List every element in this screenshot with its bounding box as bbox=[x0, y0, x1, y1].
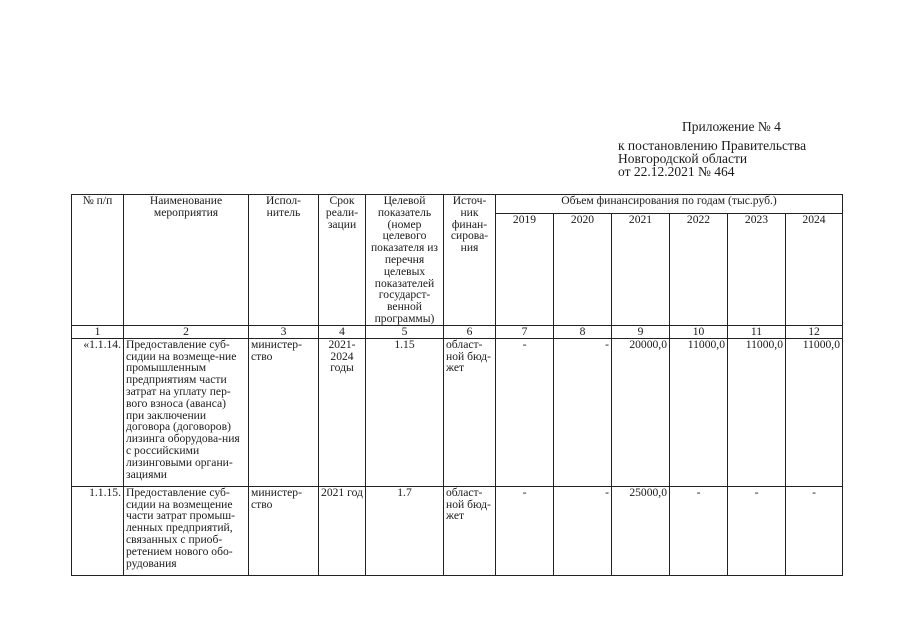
appendix-line-3: от 22.12.2021 № 464 bbox=[618, 164, 735, 179]
row-name: Предоставление суб-сидии на возмещение части затрат промыш-ленных предприятий, связанных с приоб-ретением нового обо-рудования bbox=[124, 486, 249, 575]
row-value: 11000,0 bbox=[728, 338, 786, 486]
table-row bbox=[72, 338, 843, 486]
header-source: Источ-ник финан-сирова-ния bbox=[444, 195, 496, 326]
row-value: 11000,0 bbox=[786, 338, 843, 486]
header-num: № п/п bbox=[72, 195, 124, 326]
header-target: Целевой показатель (номер целевого показателя из перечня целевых показателей государст-венной программы) bbox=[366, 195, 444, 326]
column-number: 3 bbox=[249, 325, 319, 338]
header-year: 2019 bbox=[496, 214, 554, 326]
header-funding: Объем финансирования по годам (тыс.руб.) bbox=[496, 195, 843, 214]
appendix-title: Приложение № 4 bbox=[682, 119, 781, 134]
row-num: «1.1.14. bbox=[72, 338, 124, 486]
row-value: - bbox=[554, 486, 612, 575]
row-source: област-ной бюд-жет bbox=[444, 338, 496, 486]
header-executor: Испол-нитель bbox=[249, 195, 319, 326]
row-value: 25000,0 bbox=[612, 486, 670, 575]
row-executor: министер-ство bbox=[249, 338, 319, 486]
row-term: 2021-2024 годы bbox=[319, 338, 366, 486]
column-number: 10 bbox=[670, 325, 728, 338]
column-number: 9 bbox=[612, 325, 670, 338]
column-number: 7 bbox=[496, 325, 554, 338]
header-name: Наименование мероприятия bbox=[124, 195, 249, 326]
row-target: 1.15 bbox=[366, 338, 444, 486]
column-number: 2 bbox=[124, 325, 249, 338]
row-value: - bbox=[496, 486, 554, 575]
row-value: - bbox=[554, 338, 612, 486]
column-number-row bbox=[72, 325, 843, 338]
appendix-block bbox=[618, 120, 888, 178]
column-number: 6 bbox=[444, 325, 496, 338]
row-value: - bbox=[496, 338, 554, 486]
table-row bbox=[72, 486, 843, 575]
header-term: Срок реали-зации bbox=[319, 195, 366, 326]
funding-table bbox=[71, 194, 843, 576]
row-value: - bbox=[670, 486, 728, 575]
row-value: - bbox=[728, 486, 786, 575]
row-num: 1.1.15. bbox=[72, 486, 124, 575]
row-value: - bbox=[786, 486, 843, 575]
column-number: 5 bbox=[366, 325, 444, 338]
row-name: Предоставление суб-сидии на возмеще-ние промышленным предприятиям части затрат на уплату пер-вого взноса (аванса) при заключении договора (договоров) лизинга оборудова-ния с российскими лизинговыми органи-зациями bbox=[124, 338, 249, 486]
header-year: 2023 bbox=[728, 214, 786, 326]
row-term: 2021 год bbox=[319, 486, 366, 575]
column-number: 11 bbox=[728, 325, 786, 338]
column-number: 4 bbox=[319, 325, 366, 338]
appendix-line-1: к постановлению Правительства bbox=[618, 138, 807, 153]
column-number: 8 bbox=[554, 325, 612, 338]
row-value: 11000,0 bbox=[670, 338, 728, 486]
column-number: 12 bbox=[786, 325, 843, 338]
header-year: 2021 bbox=[612, 214, 670, 326]
column-number: 1 bbox=[72, 325, 124, 338]
row-value: 20000,0 bbox=[612, 338, 670, 486]
header-year: 2024 bbox=[786, 214, 843, 326]
row-target: 1.7 bbox=[366, 486, 444, 575]
row-executor: министер-ство bbox=[249, 486, 319, 575]
header-year: 2022 bbox=[670, 214, 728, 326]
header-row bbox=[72, 195, 843, 214]
appendix-line-2: Новгородской области bbox=[618, 151, 748, 166]
header-year: 2020 bbox=[554, 214, 612, 326]
row-source: област-ной бюд-жет bbox=[444, 486, 496, 575]
